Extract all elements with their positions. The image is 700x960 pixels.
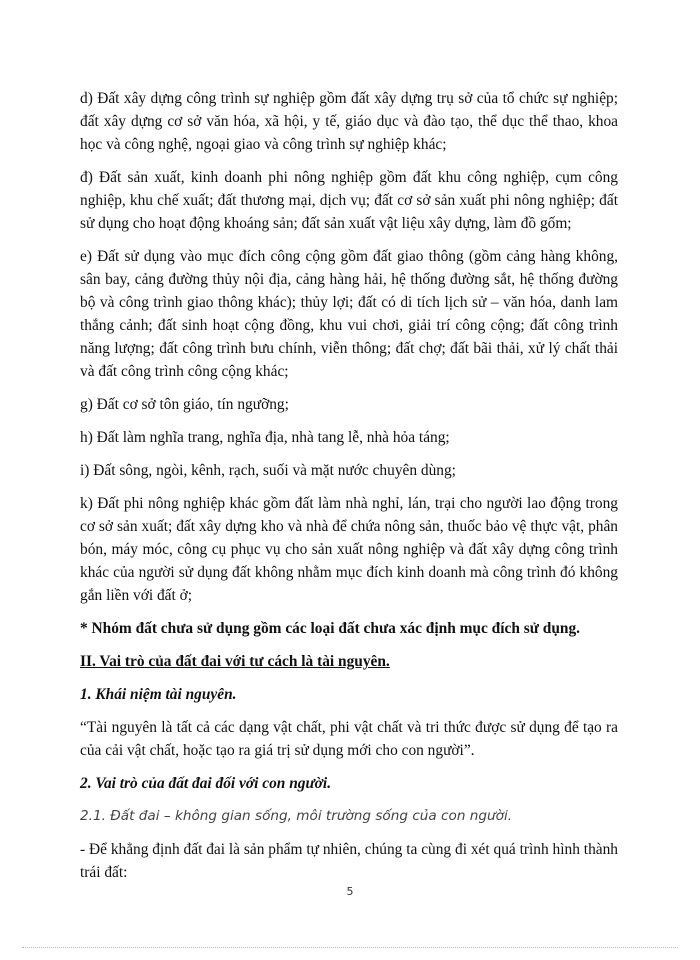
page-number: 5 <box>346 885 354 898</box>
page-bottom-divider <box>22 947 678 948</box>
subsection-1-heading: 1. Khái niệm tài nguyên. <box>80 686 237 703</box>
section-ii-heading-text: II. Vai trò của đất đai với tư cách là tài nguyên. <box>80 653 390 670</box>
paragraph-h: h) Đất làm nghĩa trang, nghĩa địa, nhà tang lễ, nhà hỏa táng; <box>80 429 450 446</box>
resource-definition-quote: “Tài nguyên là tất cả các dạng vật chất, phi vật chất và tri thức được sử dụng để tạo ra của cải vật chất, hoặc tạo ra giá trị sử dụng mới cho con người”. <box>80 719 618 759</box>
paragraph-k: k) Đất phi nông nghiệp khác gồm đất làm nhà nghỉ, lán, trại cho người lao động trong cơ sở sản xuất; đất xây dựng kho và nhà để chứa nông sản, thuốc bảo vệ thực vật, phân bón, máy móc, công cụ phục vụ cho sản xuất nông nghiệp và đất xây dựng công trình khác của người sử dụng đất không nhằm mục đích kinh doanh mà công trình đó không gắn liền với đất ở; <box>80 495 618 604</box>
paragraph-i: i) Đất sông, ngòi, kênh, rạch, suối và mặt nước chuyên dùng; <box>80 462 456 479</box>
paragraph-d: d) Đất xây dựng công trình sự nghiệp gồm đất xây dựng trụ sở của tổ chức sự nghiệp; đất xây dựng cơ sở văn hóa, xã hội, y tế, giáo dục và đào tạo, thể dục thể thao, khoa học và công nghệ, ngoại giao và công trình sự nghiệp khác; <box>80 90 618 153</box>
paragraph-e: e) Đất sử dụng vào mục đích công cộng gồm đất giao thông (gồm cảng hàng không, sân bay, cảng đường thủy nội địa, cảng hàng hải, hệ thống đường sắt, hệ thống đường bộ và công trình giao thông khác); thủy lợi; đất có di tích lịch sử – văn hóa, danh lam thắng cảnh; đất sinh hoạt cộng đồng, khu vui chơi, giải trí công cộng; đất công trình năng lượng; đất công trình bưu chính, viễn thông; đất chợ; đất bãi thải, xử lý chất thải và đất công trình công cộng khác; <box>80 248 618 380</box>
subsection-2-1-heading: 2.1. Đất đai – không gian sống, môi trường sống của con người. <box>80 808 513 824</box>
paragraph-dd: đ) Đất sản xuất, kinh doanh phi nông nghiệp gồm đất khu công nghiệp, cụm công nghiệp, khu chế xuất; đất thương mại, dịch vụ; đất cơ sở sản xuất phi nông nghiệp; đất sử dụng cho hoạt động khoáng sản; đất sản xuất vật liệu xây dựng, làm đồ gốm; <box>80 169 618 232</box>
page-body <box>80 87 618 894</box>
section-ii-heading <box>80 650 618 673</box>
paragraph-g: g) Đất cơ sở tôn giáo, tín ngưỡng; <box>80 396 289 413</box>
subsection-2-heading: 2. Vai trò của đất đai đối với con người. <box>80 775 332 792</box>
closing-paragraph: - Để khẳng định đất đai là sản phẩm tự nhiên, chúng ta cùng đi xét quá trình hình thành trái đất: <box>80 841 618 881</box>
unused-land-note: * Nhóm đất chưa sử dụng gồm các loại đất chưa xác định mục đích sử dụng. <box>80 620 581 637</box>
